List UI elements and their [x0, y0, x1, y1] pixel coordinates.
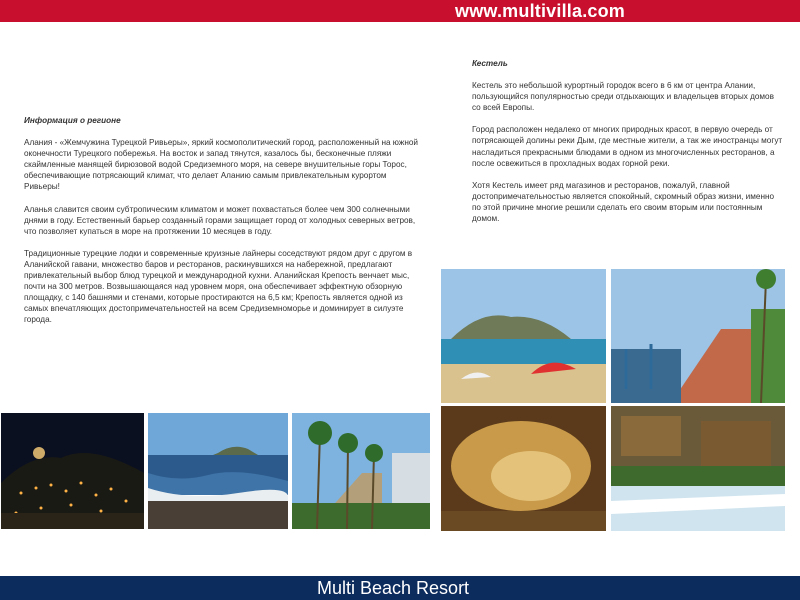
alanya-beach-photo	[441, 269, 606, 403]
river-restaurant-photo	[611, 406, 785, 531]
cave-photo	[441, 406, 606, 531]
region-paragraph-3: Традиционные турецкие лодки и современные круизные лайнеры соседствуют рядом друг с другом в Аланийской гавани, множество баров и ресторанов, раскинувшихся на набережной, предлагают привлекательный выбор блюд турецкой и международной кухни. Аланийская Крепость венчает мыс, почти на 300 метров. Возвышающаяся над уровнем моря, она обеспечивает эффектную обзорную площадку, с 140 башнями и стенами, которые простираются на 6,5 км; Крепость является одной из самых впечатляющих достопримечательностей на всем Средиземноморье и доминирует в силуэте города.	[24, 248, 413, 325]
region-paragraph-1: Алания - «Жемчужина Турецкой Ривьеры», яркий космополитический город, расположенный на южной оконечности Турецкого побережья. На восток и запад тянутся, казалось бы, бесконечные пляжи скаймленные манящей бирюзовой водой Средиземного моря, на севере внушительные горы Торос, обеспечивающие потрясающий климат, что делает Аланию самым привлекательным курортом Ривьеры!	[24, 138, 418, 192]
kestel-paragraph-3: Хотя Кестель имеет ряд магазинов и ресторанов, пожалуй, главной достопримечательностью является спокойный, скромный образ жизни, именно по этой причине многие решили сделать его своим вторым или постоянным домом.	[472, 180, 775, 224]
kestel-heading: Кестель	[472, 59, 508, 68]
region-heading: Информация о регионе	[24, 116, 121, 125]
promenade-palms-photo	[292, 413, 430, 529]
resort-name: Multi Beach Resort	[317, 578, 470, 598]
header-bar	[0, 0, 800, 22]
night-castle-photo	[1, 413, 144, 529]
footer-bar	[0, 576, 800, 600]
sea-island-photo	[148, 413, 288, 529]
kestel-paragraph-1: Кестель это небольшой курортный городок всего в 6 км от центра Алании, пользующийся популярностью среди отдыхающих и владельцев вторых домов со всей Европы.	[472, 81, 774, 113]
region-info-section	[24, 115, 422, 337]
promenade-gym-photo	[611, 269, 785, 403]
kestel-paragraph-2: Город расположен недалеко от многих природных красот, в первую очередь от потрясающей долины реки Дым, где местные жители, а так же иностранцы могут насладиться прекрасными блюдами в одном из многочисленных ресторанов, а после освежиться в прохладных водах горной реки.	[472, 125, 783, 168]
region-paragraph-2: Аланья славится своим субтропическим климатом и может похвастаться более чем 300 солнечными днями в году. Естественный барьер созданный горами защищает город от холодных северных ветров, что позволяет купаться в море на протяжении 10 месяцев в году.	[24, 204, 416, 236]
website-url[interactable]: www.multivilla.com	[455, 1, 625, 21]
kestel-section	[472, 58, 784, 235]
